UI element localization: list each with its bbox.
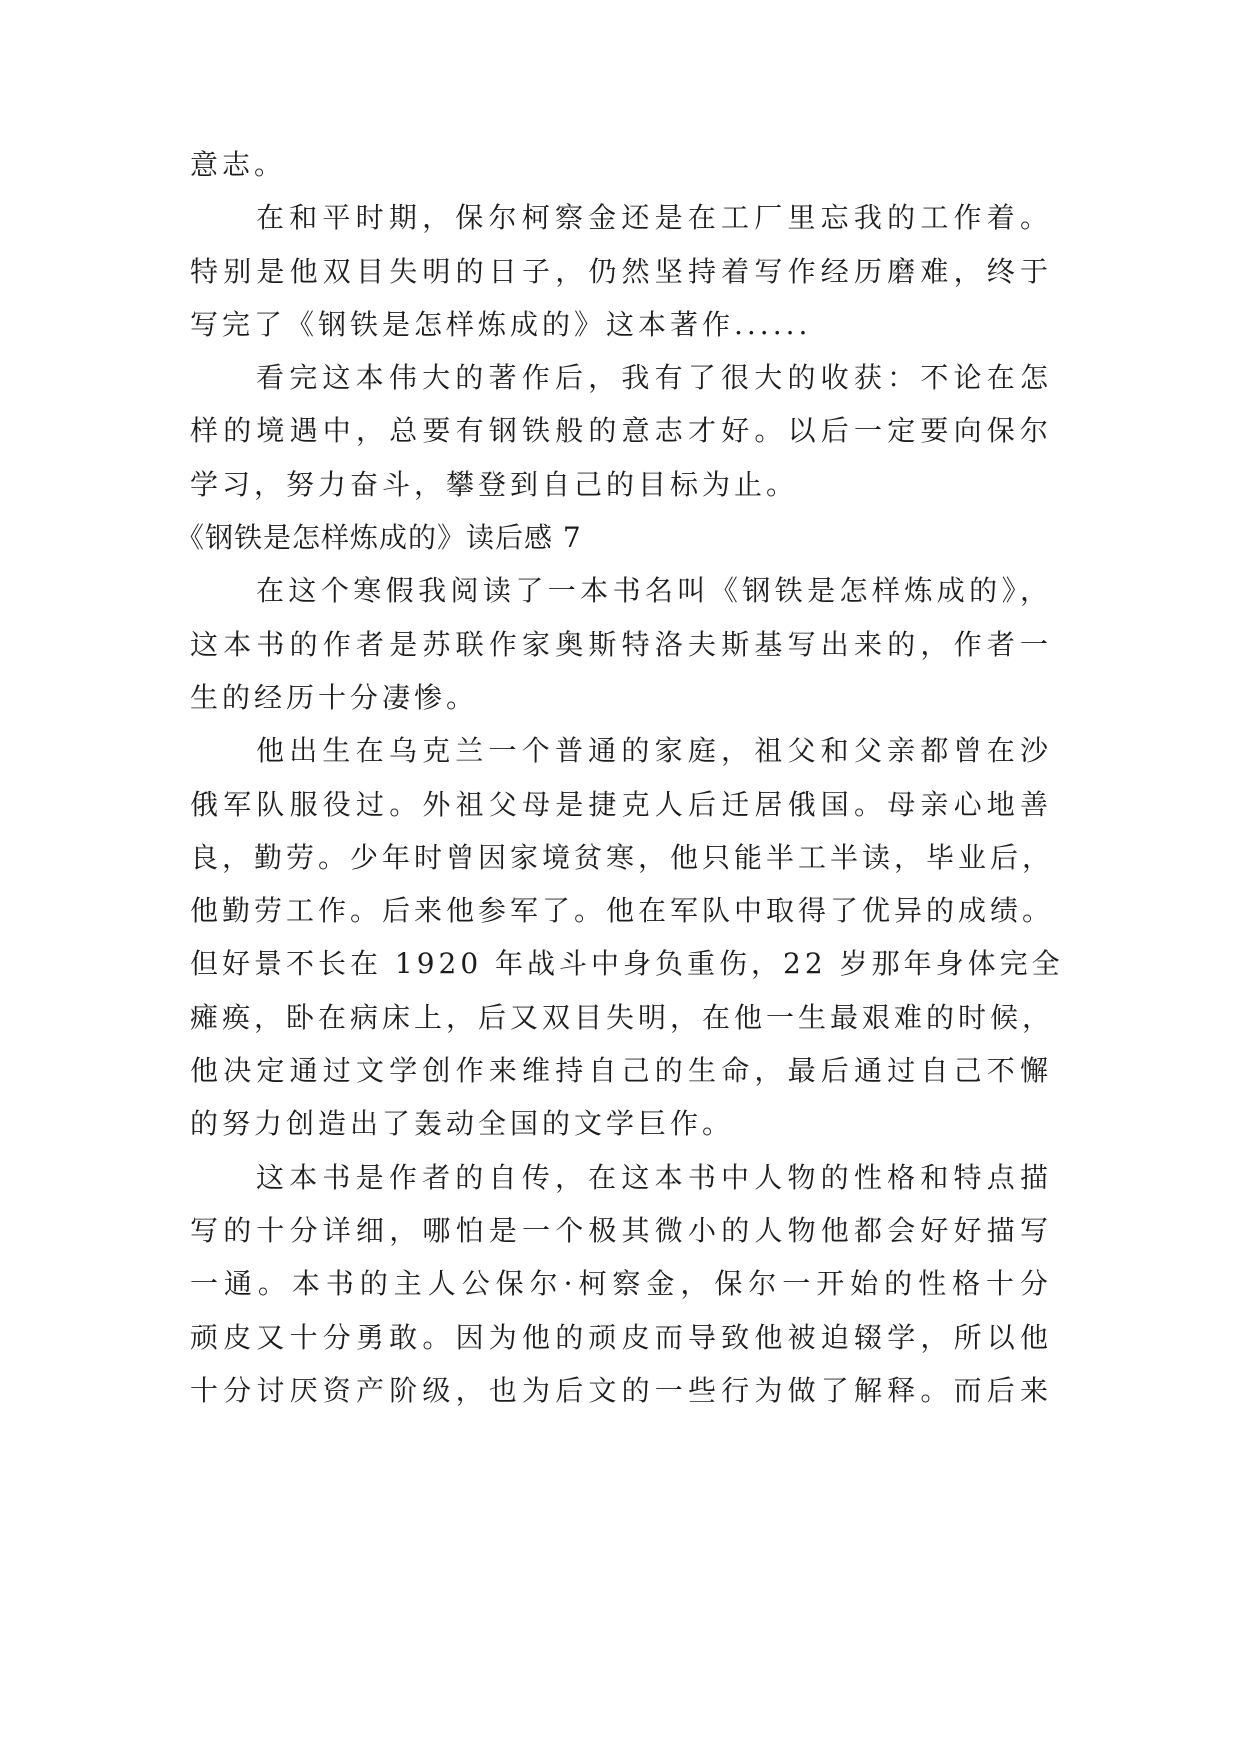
text-line: 俄军队服役过。外祖父母是捷克人后迁居俄国。母亲心地善 xyxy=(190,787,1052,821)
text-line: 但好景不长在 1920 年战斗中身负重伤，22 岁那年身体完全 xyxy=(190,947,1064,981)
text-line: 生的经历十分凄惨。 xyxy=(190,680,479,714)
text-line: 写的十分详细，哪怕是一个极其微小的人物他都会好好描写 xyxy=(190,1213,1052,1247)
text-line: 十分讨厌资产阶级，也为后文的一些行为做了解释。而后来 xyxy=(190,1373,1052,1407)
text-line: 在和平时期，保尔柯察金还是在工厂里忘我的工作着。 xyxy=(256,201,1052,235)
text-line: 这本书是作者的自传，在这本书中人物的性格和特点描 xyxy=(256,1160,1052,1194)
text-line: 顽皮又十分勇敢。因为他的顽皮而导致他被迫辍学，所以他 xyxy=(190,1320,1052,1354)
text-line: 他勤劳工作。后来他参军了。他在军队中取得了优异的成绩。 xyxy=(190,894,1055,928)
paragraph xyxy=(190,564,1052,724)
text-line: 学习，努力奋斗，攀登到自己的目标为止。 xyxy=(190,467,799,501)
text-line: 写完了《钢铁是怎样炼成的》这本著作...... xyxy=(190,307,812,341)
paragraph xyxy=(190,191,1052,351)
text-line: 他决定通过文学创作来维持自己的生命，最后通过自己不懈 xyxy=(190,1054,1052,1088)
paragraph xyxy=(190,138,1052,191)
section-heading: 《钢铁是怎样炼成的》读后感 7 xyxy=(176,521,582,555)
document-body xyxy=(176,138,1064,1417)
text-line: 看完这本伟大的著作后，我有了很大的收获：不论在怎 xyxy=(256,361,1052,395)
text-line: 瘫痪，卧在病床上，后又双目失明，在他一生最艰难的时候， xyxy=(190,1000,1055,1034)
text-line: 特别是他双目失明的日子，仍然坚持着写作经历磨难，终于 xyxy=(190,254,1052,288)
text-line: 在这个寒假我阅读了一本书名叫《钢铁是怎样炼成的》， xyxy=(256,574,1052,608)
text-line: 一通。本书的主人公保尔·柯察金，保尔一开始的性格十分 xyxy=(190,1267,1052,1301)
text-line: 这本书的作者是苏联作家奥斯特洛夫斯基写出来的，作者一 xyxy=(190,627,1052,661)
paragraph xyxy=(190,724,1064,1150)
text-line: 他出生在乌克兰一个普通的家庭，祖父和父亲都曾在沙 xyxy=(256,734,1052,768)
text-line: 良，勤劳。少年时曾因家境贫寒，他只能半工半读，毕业后， xyxy=(190,840,1055,874)
text-line: 样的境遇中，总要有钢铁般的意志才好。以后一定要向保尔 xyxy=(190,414,1052,448)
text-line: 的努力创造出了轰动全国的文学巨作。 xyxy=(190,1107,735,1141)
paragraph xyxy=(190,1151,1052,1417)
text-line: 意志。 xyxy=(190,148,287,181)
paragraph xyxy=(190,351,1052,511)
